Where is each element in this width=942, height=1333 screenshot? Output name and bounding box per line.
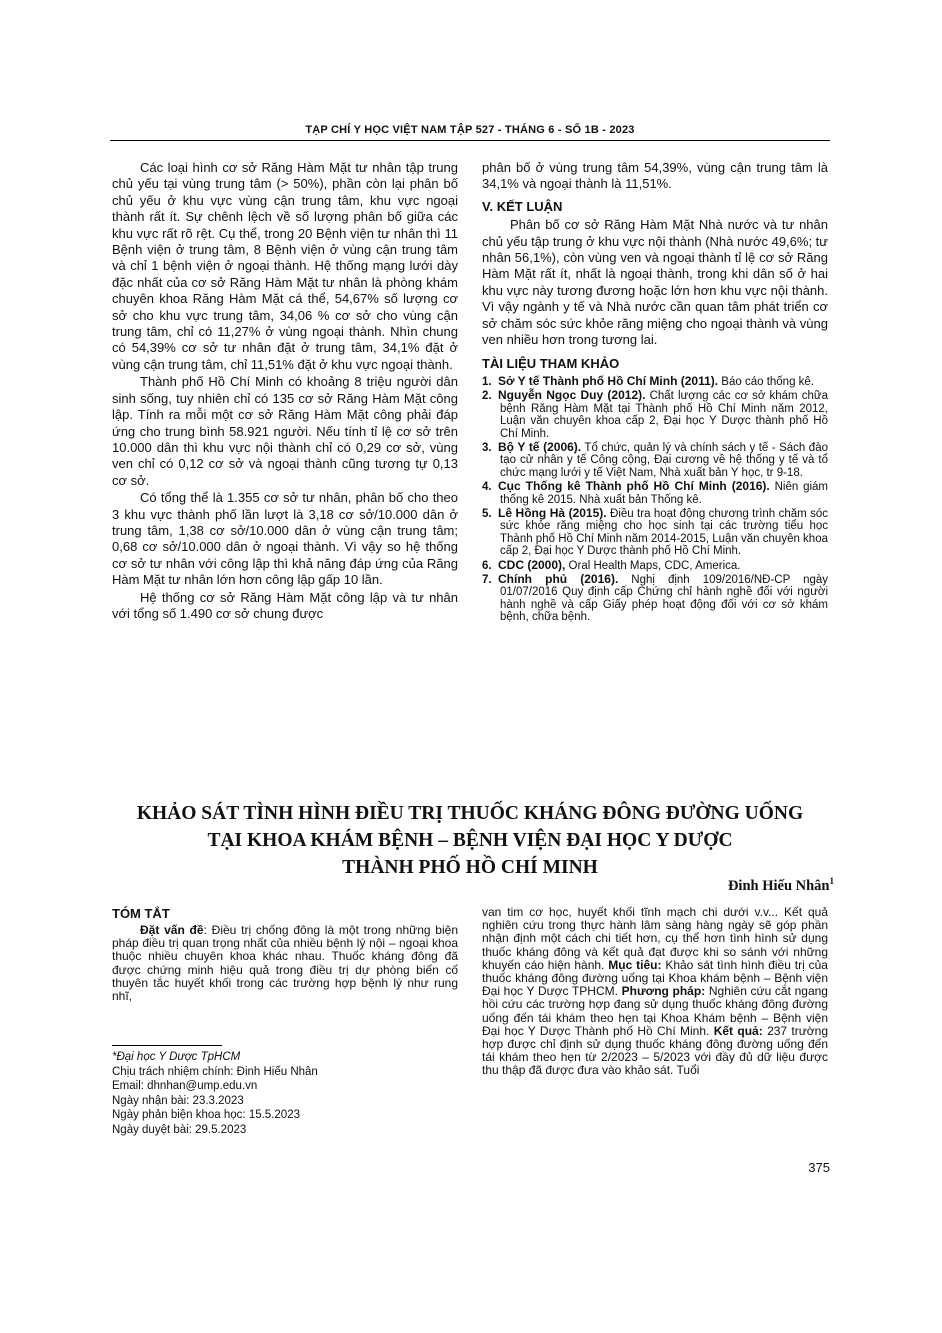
footnotes — [112, 1050, 458, 1138]
reference-list — [482, 375, 828, 624]
conclusion-paragraph: Phân bố cơ sở Răng Hàm Mặt Nhà nước và tư nhân chủ yếu tập trung ở khu vực nội thành (Nhà nước 49,6%; tư nhân 56,1%), còn vùng ven và ngoại thành tỉ lệ cơ sở Răng Hàm Mặt rất ít, nhất là ngoại thành, trong khi dân số ở hai khu vực này tương đương hoặc lớn hơn khu vực nội thành. Vì vậy ngành y tế và Nhà nước cần quan tâm phát triển cơ sở chăm sóc sức khỏe răng miệng cho ngoại thành và vùng ven nhiều hơn trong tương lai. — [482, 217, 828, 348]
references-heading: TÀI LIỆU THAM KHẢO — [482, 356, 620, 372]
article-title-line: KHẢO SÁT TÌNH HÌNH ĐIỀU TRỊ THUỐC KHÁNG ĐÔNG ĐƯỜNG UỐNG — [136, 803, 804, 824]
body-paragraph: Thành phố Hồ Chí Minh có khoảng 8 triệu người dân sinh sống, tuy nhiên chỉ có 135 cơ sở Răng Hàm Mặt công lập. Tính ra mỗi một cơ sở Răng Hàm Mặt công phải đáp ứng cho trung bình 58.921 người. Nếu tính tỉ lệ cơ sở trên 10.000 dân thì khu vực nội thành chỉ có 0,29 cơ sở, vùng ven chỉ có 0,12 cơ sở và ngoại thành cũng tương tự 0,13 cơ sở. — [112, 374, 458, 488]
conclusion-heading: V. KẾT LUẬN — [482, 198, 563, 214]
reference-item: 2. Nguyễn Ngọc Duy (2012). Chất lượng các cơ sở khám chữa bệnh Răng Hàm Mặt tại Thành phố Hồ Chí Minh năm 2012, Luận văn chuyên khoa cấp 2, Đại học Y Dược thành phố Hồ Chí Minh. — [482, 388, 828, 440]
body-paragraph: Hệ thống cơ sở Răng Hàm Mặt công lập và tư nhân với tổng số 1.490 cơ sở chung được — [112, 589, 458, 621]
reference-item: 7. Chính phủ (2016). Nghị định 109/2016/NĐ-CP ngày 01/07/2016 Quy định cấp Chứng chỉ hành nghề đối với người hành nghề và cấp Giấy phép hoạt động đối với cơ sở khám bệnh, chữa bệnh. — [482, 571, 829, 624]
reference-item: 3. Bộ Y tế (2006). Tổ chức, quản lý và chính sách y tế - Sách đào tạo cử nhân y tế Công cộng, Đại cương về hệ thống y tế và tổ chức mạng lưới y tế Việt Nam, Nhà xuất bản Y học, tr 9-18. — [482, 439, 828, 479]
running-header: TẠP CHÍ Y HỌC VIỆT NAM TẬP 527 - THÁNG 6 - SỐ 1B - 2023 — [305, 124, 635, 136]
article-title-line: THÀNH PHỐ HỒ CHÍ MINH — [342, 857, 598, 878]
header-rule — [110, 140, 830, 141]
body-paragraph: Các loại hình cơ sở Răng Hàm Mặt tư nhân tập trung chủ yếu tại vùng trung tâm (> 50%), phần còn lại phân bố chủ yếu ở khu vực vùng cận trung tâm, khu vực ngoại thành rất ít. Sự chênh lệch về số lượng phân bố giữa các khu vực rất rõ rệt. Cụ thể, trong 20 Bệnh viện tư nhân thì 11 Bệnh viện ở trung tâm, 8 Bệnh viện ở vùng cận trung tâm và chỉ 1 bệnh viện ở ngoại thành. Hệ thống mạng lưới dày đặc nhất của cơ sở Răng Hàm Mặt tư nhân là phòng khám chuyên khoa Răng Hàm Mặt cá thể, 54,67% số lượng cơ sở cho khu vực trung tâm, 34,06 % cơ sở cho vùng cận trung tâm, chỉ có 11,27% ở vùng ngoại thành. Nhìn chung có 54,39% cơ sở tư nhân đặt ở trung tâm, 34,1% đặt ở vùng cận trung tâm, chỉ 11,51% đặt ở khu vực ngoại thành. — [112, 160, 458, 372]
received-date: Ngày nhận bài: 23.3.2023 — [112, 1094, 244, 1107]
article-author: Đinh Hiếu Nhân$^1$ — [727, 876, 834, 894]
top-right-column — [482, 160, 828, 625]
abstract-right-column — [482, 906, 828, 1078]
reviewed-date: Ngày phản biện khoa học: 15.5.2023 — [112, 1109, 300, 1122]
reference-item: 6. CDC (2000), Oral Health Maps, CDC, America. — [482, 557, 741, 572]
body-paragraph: phân bố ở vùng trung tâm 54,39%, vùng cận trung tâm là 34,1% và ngoại thành là 11,51%. — [482, 160, 828, 192]
article-title-line: TẠI KHOA KHÁM BỆNH – BỆNH VIỆN ĐẠI HỌC Y DƯỢC — [207, 830, 733, 851]
accepted-date: Ngày duyệt bài: 29.5.2023 — [112, 1123, 247, 1136]
article-title — [90, 800, 850, 881]
body-paragraph: Có tổng thể là 1.355 cơ sở tư nhân, phân bố cho theo 3 khu vực thành phố lần lượt là 3,18 cơ sở/10.000 dân ở trung tâm, 1,38 cơ sở/10.000 dân ở vùng cận trung tâm; 0,68 cơ sở/10.000 dân ở ngoại thành. Vì vậy so hệ thống cơ sở tư nhân với công lập thì khả năng đáp ứng của Răng Hàm Mặt tư nhân lớn hơn công lập gấp 10 lần. — [112, 490, 458, 588]
abstract-paragraph: van tim cơ học, huyết khối tĩnh mạch chi dưới v.v... Kết quả nghiên cứu trong thực hành lâm sàng hàng ngày sẽ góp phần nhận định một cách chi tiết hơn, cụ thể hơn tình hình sử dụng thuốc kháng đông và kết quả đạt được khi so sánh với những khuyến cáo hiện hành. Mục tiêu: Khảo sát tình hình điều trị của thuốc kháng đông đường uống tại Khoa khám bệnh – Bệnh viện Đại học Y Dược TPHCM. Phương pháp: Nghiên cứu cắt ngang hồi cứu các trường hợp đang sử dụng thuốc kháng đông đường uống đến tái khám theo hẹn tại Khoa Khám bệnh – Bệnh viện Đại học Y Dược Thành phố Hồ Chí Minh. Kết quả: 237 trường hợp được chỉ định sử dụng thuốc kháng đông đường uống đến tái khám theo hẹn từ 2/2023 – 5/2023 với đầy đủ dữ liệu được thu thập đã được đưa vào khảo sát. Tuổi — [482, 905, 829, 1078]
corresponding-author: Chịu trách nhiệm chính: Đinh Hiếu Nhân — [112, 1065, 318, 1078]
email: Email: dhnhan@ump.edu.vn — [112, 1080, 258, 1093]
reference-item: 4. Cục Thống kê Thành phố Hồ Chí Minh (2016). Niên giám thống kê 2015. Nhà xuất bản Thống kê. — [482, 479, 828, 506]
abstract-left-column — [112, 924, 458, 1003]
reference-item: 5. Lê Hồng Hà (2015). Điều tra hoạt động chương trình chăm sóc sức khỏe răng miệng cho học sinh tại các trường tiểu học Thành phố Hồ Chí Minh năm 2014-2015, Luận văn chuyên khoa cấp 2, Đại học Y Dược thành phố Hồ Chí Minh. — [482, 505, 828, 558]
page-number: 375 — [808, 1160, 830, 1175]
affiliation: *Đại học Y Dược TpHCM — [112, 1051, 241, 1063]
top-left-column — [112, 160, 458, 623]
reference-item: 1. Sở Y tế Thành phố Hồ Chí Minh (2011). Báo cáo thống kê. — [482, 373, 815, 388]
abstract-paragraph: Đặt vấn đề: Điều trị chống đông là một trong những biện pháp điều trị quan trọng nhất của nhiều bệnh lý nội – ngoại khoa thuộc nhiều chuyên khoa khác nhau. Thuốc kháng đông đã được chứng minh hiệu quả trong điều trị dự phòng biến cố thuyên tắc huyết khối trong các trường hợp bệnh lý như rung nhĩ, — [112, 923, 458, 1004]
footnote-rule — [112, 1045, 222, 1046]
author-affiliation-mark: 1 — [829, 876, 834, 886]
abstract-heading: TÓM TẮT — [112, 906, 170, 921]
